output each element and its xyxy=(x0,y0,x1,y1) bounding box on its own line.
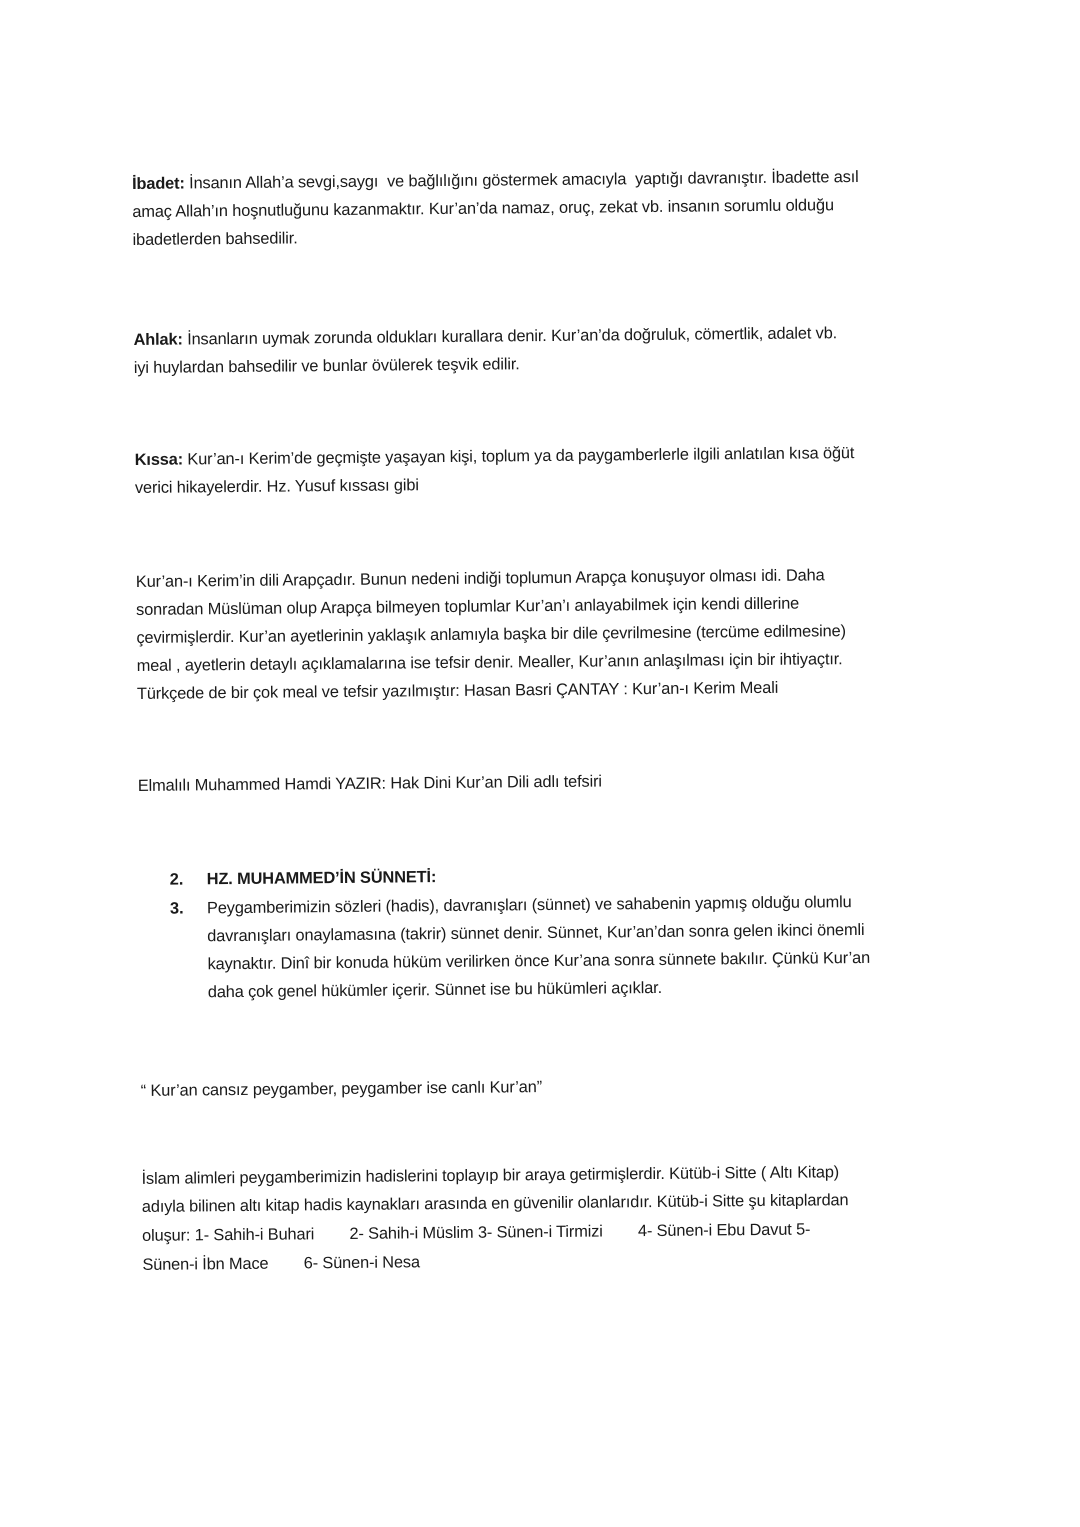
dil-line-4: meal , ayetlerin detaylı açıklamalarına ise tefsir denir. Mealler, Kur’anın anlaşılması için bir ihtiyaçtır. xyxy=(136,650,843,675)
dil-line-3: çevirmişlerdir. Kur’an ayetlerinin yaklaşık anlamıyla başka bir dile çevrilmesine (tercüme edilmesine) xyxy=(136,622,846,647)
text: Kur’an-ı Kerim’de geçmişte yaşayan kişi, toplum ya da paygamberlerle ilgili anlatılan kısa öğüt xyxy=(182,444,855,469)
ahlak-line-2: iyi huylardan bahsedilir ve bunlar övülerek teşvik edilir. xyxy=(133,355,520,377)
dil-line-2: sonradan Müslüman olup Arapça bilmeyen toplumlar Kur’an’ı anlayabilmek için kendi dillerine xyxy=(136,594,800,619)
kutub-line-4: Sünen-i İbn Mace 6- Sünen-i Nesa xyxy=(142,1253,420,1274)
ibadet-line-3: ibadetlerden bahsedilir. xyxy=(132,229,298,249)
quote: “ Kur’an cansız peygamber, peygamber ise canlı Kur’an” xyxy=(140,1078,543,1100)
ibadet-line-1 xyxy=(132,168,859,194)
heading-number: 2. xyxy=(169,870,184,889)
kissa-line-2: verici hikayelerdir. Hz. Yusuf kıssası gibi xyxy=(134,476,419,497)
term-ahlak: Ahlak: xyxy=(133,330,183,349)
term-kissa: Kıssa: xyxy=(134,450,184,469)
sunnet-line-1: Peygamberimizin sözleri (hadis), davranışları (sünnet) ve sahabenin yapmış olduğu olumlu xyxy=(206,893,852,918)
text: İnsanın Allah’a sevgi,saygı ve bağlılığını göstermek amacıyla yaptığı davranıştır. İbadette asıl xyxy=(184,168,859,193)
dil-line-5: Türkçede de bir çok meal ve tefsir yazılmıştır: Hasan Basri ÇANTAY : Kur’an-ı Kerim Meali xyxy=(136,678,779,703)
dil-line-1: Kur’an-ı Kerim’in dili Arapçadır. Bunun nedeni indiği toplumun Arapça konuşuyor olması idi. Daha xyxy=(135,566,825,591)
sunnet-heading: HZ. MUHAMMED’İN SÜNNETİ: xyxy=(206,868,437,889)
text: İnsanların uymak zorunda oldukları kurallara denir. Kur’an’da doğruluk, cömertlik, adalet vb. xyxy=(182,324,838,349)
kissa-line-1 xyxy=(135,444,855,470)
sunnet-line-2: davranışları onaylamasına (takrir) sünnet denir. Sünnet, Kur’an’dan sonra gelen ikinci önemli xyxy=(207,920,865,946)
sunnet-line-4: daha çok genel hükümler içerir. Sünnet ise bu hükümleri açıklar. xyxy=(207,978,663,1002)
kutub-line-3: oluşur: 1- Sahih-i Buhari 2- Sahih-i Müslim 3- Sünen-i Tirmizi 4- Sünen-i Ebu Davut 5- xyxy=(142,1220,811,1245)
kutub-line-1: İslam alimleri peygamberimizin hadislerini toplayıp bir araya getirmişlerdir. Kütüb-i Sitte ( Altı Kitap) xyxy=(141,1163,840,1188)
ibadet-line-2: amaç Allah’ın hoşnutluğunu kazanmaktır. Kur’an’da namaz, oruç, zekat vb. insanın sorumlu olduğu xyxy=(132,196,834,221)
item-number: 3. xyxy=(169,899,184,918)
ahlak-line-1 xyxy=(133,324,837,350)
sunnet-line-3: kaynaktır. Dinî bir konuda hüküm verilirken önce Kur’ana sonra sünnete bakılır. Çünkü Kur’an xyxy=(207,948,871,974)
term-ibadet: İbadet: xyxy=(131,174,185,193)
elmalili-line: Elmalılı Muhammed Hamdi YAZIR: Hak Dini Kur’an Dili adlı tefsiri xyxy=(137,772,602,795)
kutub-line-2: adıyla bilinen altı kitap hadis kaynakları arasında en güvenilir olanlarıdır. Kütüb-i Sitte şu kitaplardan xyxy=(141,1191,849,1216)
